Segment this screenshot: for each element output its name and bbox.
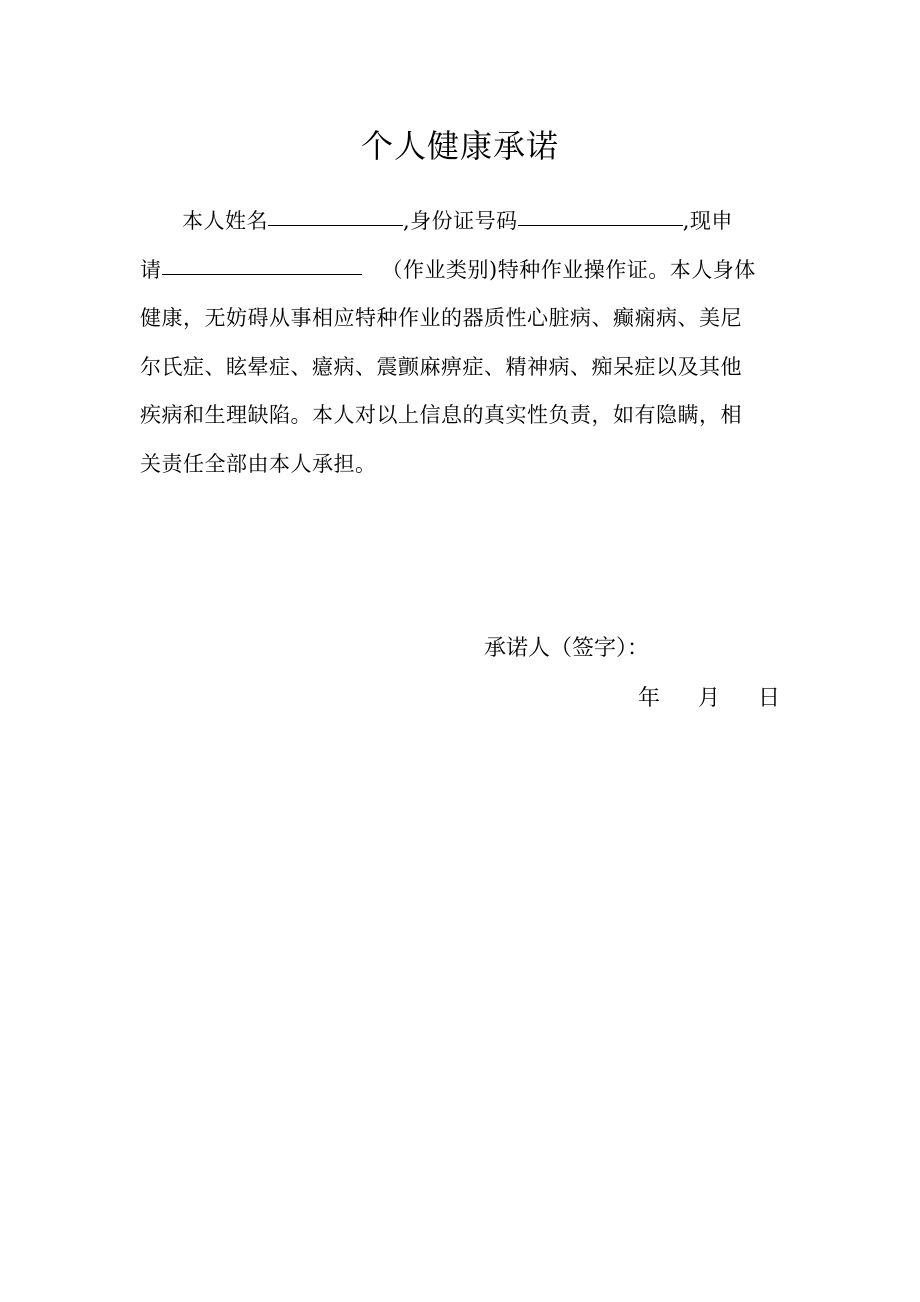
job-category-text: （作业类别)特种作业操作证。本人身体 <box>381 257 756 282</box>
name-label: 本人姓名 <box>182 209 268 233</box>
id-number-label: ,身份证号码 <box>403 209 518 233</box>
date-day: 日 <box>757 686 780 711</box>
apply-label: ,现申 <box>682 209 733 233</box>
date-year: 年 <box>637 686 660 711</box>
apply-label-cont: 请 <box>140 257 162 282</box>
paragraph-line-5: 疾病和生理缺陷。本人对以上信息的真实性负责，如有隐瞒，相 <box>140 403 742 427</box>
job-category-blank[interactable] <box>162 273 362 275</box>
name-blank[interactable] <box>268 224 403 226</box>
date-line <box>638 682 780 716</box>
paragraph-line-3: 健康，无妨碍从事相应特种作业的器质性心脏病、癫痫病、美尼 <box>140 306 742 330</box>
id-number-blank[interactable] <box>518 224 683 226</box>
paragraph-line-1 <box>140 197 780 246</box>
paragraph-line-2 <box>140 246 780 295</box>
signature-label: 承诺人（签字）： <box>484 636 650 661</box>
paragraph-line-6: 关责任全部由本人承担。 <box>140 451 377 476</box>
paragraph-line-4: 尔氏症、眩晕症、癔病、震颤麻痹症、精神病、痴呆症以及其他 <box>140 354 742 379</box>
commitment-paragraph <box>140 197 780 488</box>
document-title: 个人健康承诺 <box>360 127 559 165</box>
date-month: 月 <box>697 686 720 711</box>
